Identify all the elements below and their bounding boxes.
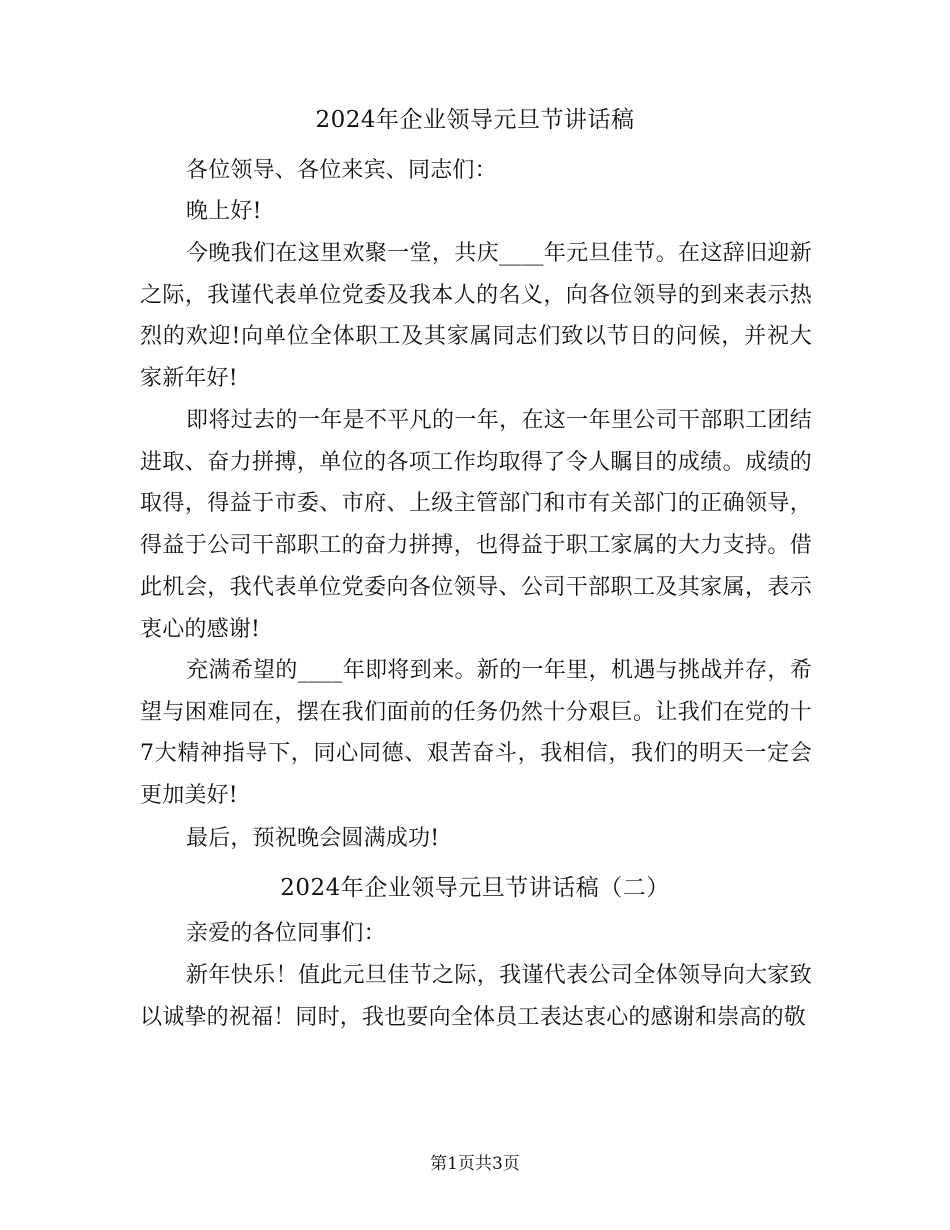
greeting-paragraph: 晚上好! [186, 199, 262, 224]
salutation-paragraph: 各位领导、各位来宾、同志们： [186, 158, 497, 183]
body-paragraph-welcome: 今晚我们在这里欢聚一堂，共庆____年元旦佳节。在这辞旧迎新之际，我谨代表单位党委及我本人的名义，向各位领导的到来表示热烈的欢迎!向单位全体职工及其家属同志们致以节日的问候，并祝大家新年好! [140, 241, 812, 392]
body-paragraph-review: 即将过去的一年是不平凡的一年，在这一年里公司干部职工团结进取、奋力拼搏，单位的各项工作均取得了令人瞩目的成绩。成绩的取得，得益于市委、市府、上级主管部门和市有关部门的正确领导，得益于公司干部职工的奋力拼搏，也得益于职工家属的大力支持。借此机会，我代表单位党委向各位领导、公司干部职工及其家属，表示衷心的感谢! [140, 408, 812, 642]
second-salutation-paragraph: 亲爱的各位同事们： [186, 921, 386, 946]
closing-paragraph: 最后，预祝晚会圆满成功! [186, 826, 440, 851]
second-body-paragraph: 新年快乐！值此元旦佳节之际，我谨代表公司全体领导向大家致以诚挚的祝福！同时，我也要向全体员工表达衷心的感谢和崇高的敬 [140, 963, 812, 1030]
second-speech-title: 2024年企业领导元旦节讲话稿（二） [280, 875, 670, 901]
document-title: 2024年企业领导元旦节讲话稿 [315, 107, 635, 133]
page-number-footer: 第1页共3页 [430, 1154, 520, 1174]
body-paragraph-outlook: 充满希望的____年即将到来。新的一年里，机遇与挑战并存，希望与困难同在，摆在我们面前的任务仍然十分艰巨。让我们在党的十7大精神指导下，同心同德、艰苦奋斗，我相信，我们的明天一定会更加美好! [140, 658, 812, 809]
